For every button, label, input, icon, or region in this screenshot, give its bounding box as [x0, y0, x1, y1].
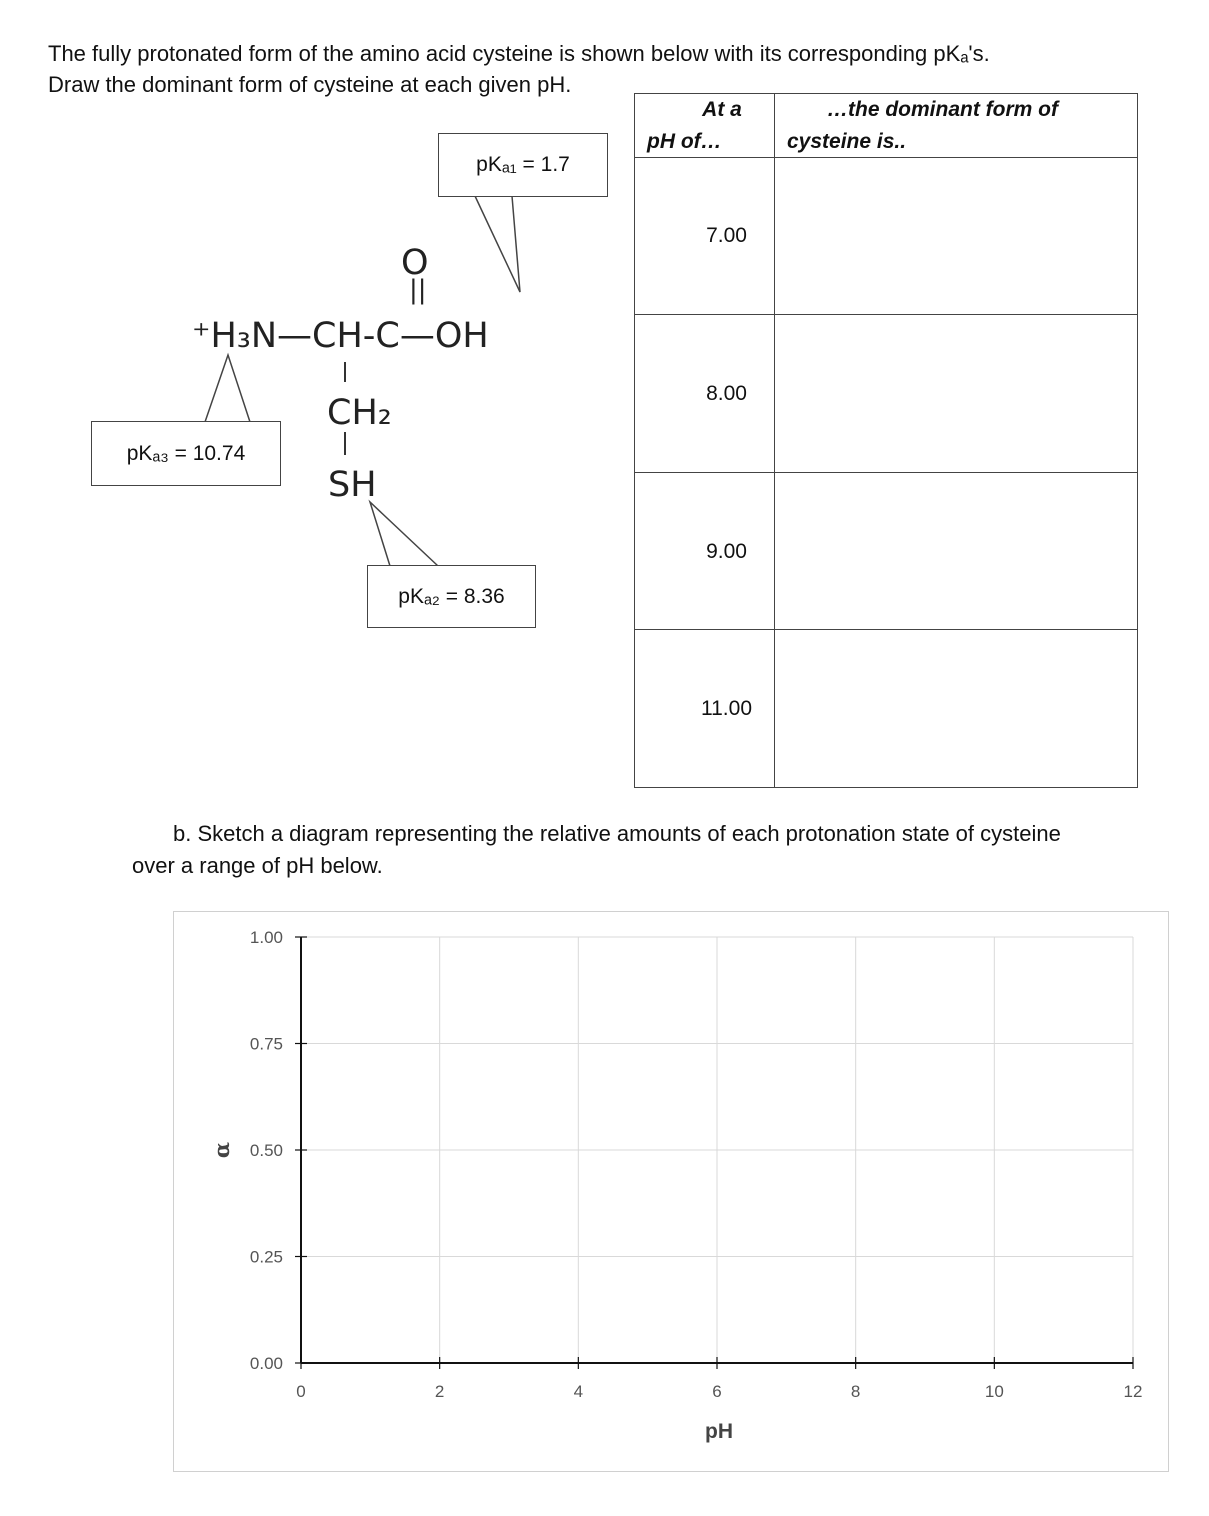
ph-value-row-2: 8.00 [706, 382, 747, 405]
header-dominant-form [787, 94, 1137, 158]
x-tick-label: 2 [434, 1382, 445, 1401]
x-tick-label: 4 [573, 1382, 584, 1401]
y-tick-label: 0.75 [249, 1034, 283, 1054]
part-b-line-2: over a range of pH below. [132, 853, 383, 878]
part-b-line-1: b. Sketch a diagram representing the relative amounts of each protonation state of cysteine [173, 821, 1061, 846]
ph-value-row-3: 9.00 [706, 540, 747, 563]
intro-line-1: The fully protonated form of the amino acid cysteine is shown below with its corresponding pKₐ's. [48, 41, 990, 66]
header-ph-line-2: pH of… [647, 130, 722, 153]
ch2-group: CH₂ [327, 393, 392, 433]
answer-cell-row-3[interactable] [775, 473, 1137, 629]
pka1-label: pKₐ₁ = 1.7 [476, 153, 570, 176]
ph-value-row-1: 7.00 [706, 224, 747, 247]
pka3-callout [91, 421, 281, 486]
x-tick-label: 8 [850, 1382, 861, 1401]
answer-cell-row-2[interactable] [775, 315, 1137, 472]
header-ph [647, 94, 767, 158]
pka2-label: pKₐ₂ = 8.36 [398, 584, 505, 608]
header-ph-line-1: At a [702, 98, 742, 121]
alpha-chart[interactable] [173, 911, 1169, 1472]
header-form-line-1: …the dominant form of [827, 98, 1058, 121]
pka2-callout [367, 565, 536, 628]
y-axis-title: α [209, 1141, 234, 1159]
answer-cell-row-4[interactable] [775, 630, 1137, 787]
ph-value-row-4: 11.00 [701, 697, 752, 720]
part-b-prompt [132, 818, 1061, 882]
amine-backbone: ⁺H₃N—CH-C—OH [192, 316, 489, 356]
y-tick-label: 0.25 [249, 1247, 283, 1267]
answer-cell-row-1[interactable] [775, 158, 1137, 314]
pka3-label: pKₐ₃ = 10.74 [126, 441, 246, 465]
intro-line-2: Draw the dominant form of cysteine at each given pH. [48, 72, 572, 97]
ph-table [634, 93, 1138, 788]
thiol-group: SH [328, 465, 377, 505]
carbonyl-oxygen: O [401, 243, 429, 283]
y-tick-label: 0.00 [249, 1354, 283, 1373]
chart-plot [174, 912, 1170, 1473]
x-axis-title: pH [705, 1420, 733, 1443]
header-form-line-2: cysteine is.. [787, 130, 907, 153]
x-tick-label: 6 [712, 1382, 722, 1401]
x-tick-label: 12 [1123, 1382, 1143, 1401]
x-tick-label: 0 [296, 1382, 306, 1401]
y-tick-label: 1.00 [249, 928, 283, 947]
pka1-callout [438, 133, 608, 197]
x-tick-label: 10 [984, 1382, 1004, 1401]
y-tick-label: 0.50 [249, 1141, 283, 1160]
double-bond: || [409, 275, 427, 305]
